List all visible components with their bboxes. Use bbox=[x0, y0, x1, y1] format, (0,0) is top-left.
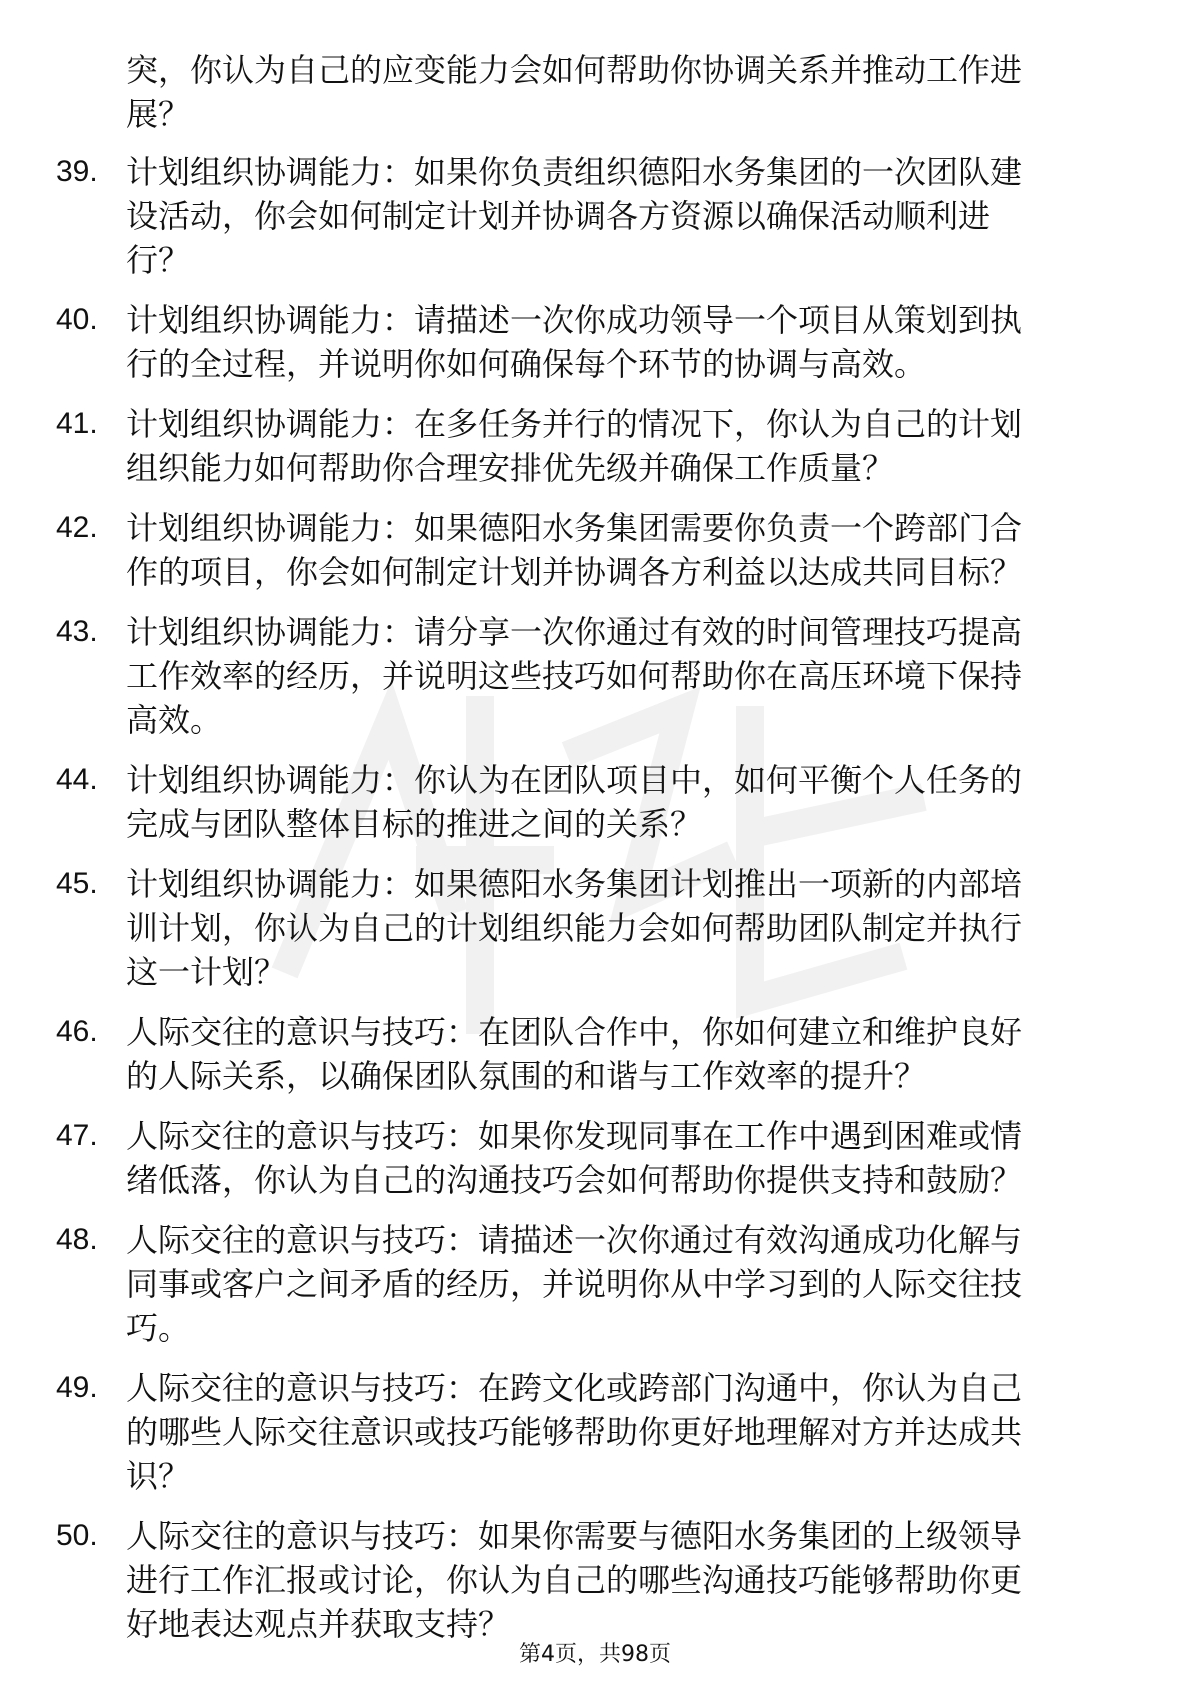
question-text: 人际交往的意识与技巧：在跨文化或跨部门沟通中，你认为自己 的哪些人际交往意识或技巧能够帮助你更好地理解对方并达成共 识？ bbox=[126, 1369, 1023, 1495]
question-text: 人际交往的意识与技巧：请描述一次你通过有效沟通成功化解与 同事或客户之间矛盾的经历，并说明你从中学习到的人际交往技 巧。 bbox=[126, 1221, 1023, 1347]
question-item bbox=[0, 402, 1190, 490]
question-number: 43. bbox=[56, 615, 98, 648]
page-number-label: 第4页，共98页 bbox=[519, 1642, 671, 1667]
question-text: 计划组织协调能力：在多任务并行的情况下，你认为自己的计划 组织能力如何帮助你合理安排优先级并确保工作质量？ bbox=[126, 405, 1023, 487]
question-number: 46. bbox=[56, 1015, 98, 1048]
question-text: 计划组织协调能力：请描述一次你成功领导一个项目从策划到执 行的全过程，并说明你如何确保每个环节的协调与高效。 bbox=[126, 301, 1023, 383]
question-number: 44. bbox=[56, 763, 98, 796]
question-item bbox=[0, 862, 1190, 994]
question-number: 42. bbox=[56, 511, 98, 544]
question-item bbox=[0, 1366, 1190, 1498]
continued-text: 突，你认为自己的应变能力会如何帮助你协调关系并推动工作进 展？ bbox=[126, 51, 1023, 133]
page-footer bbox=[0, 1640, 1190, 1670]
question-number: 40. bbox=[56, 303, 98, 336]
question-item bbox=[0, 150, 1190, 282]
question-text: 计划组织协调能力：你认为在团队项目中，如何平衡个人任务的 完成与团队整体目标的推进之间的关系？ bbox=[126, 761, 1023, 843]
question-text: 计划组织协调能力：如果德阳水务集团计划推出一项新的内部培 训计划，你认为自己的计划组织能力会如何帮助团队制定并执行 这一计划？ bbox=[126, 865, 1023, 991]
question-number: 49. bbox=[56, 1371, 98, 1404]
question-item bbox=[0, 1218, 1190, 1350]
question-text: 计划组织协调能力：如果你负责组织德阳水务集团的一次团队建 设活动，你会如何制定计划并协调各方资源以确保活动顺利进 行？ bbox=[126, 153, 1023, 279]
question-number: 50. bbox=[56, 1519, 98, 1552]
question-text: 人际交往的意识与技巧：如果你需要与德阳水务集团的上级领导 进行工作汇报或讨论，你认为自己的哪些沟通技巧能够帮助你更 好地表达观点并获取支持？ bbox=[126, 1517, 1023, 1643]
question-number: 48. bbox=[56, 1223, 98, 1256]
question-item bbox=[0, 1114, 1190, 1202]
question-item bbox=[0, 506, 1190, 594]
question-number: 47. bbox=[56, 1119, 98, 1152]
question-number: 45. bbox=[56, 867, 98, 900]
question-item bbox=[0, 610, 1190, 742]
question-number: 39. bbox=[56, 155, 98, 188]
question-text: 计划组织协调能力：请分享一次你通过有效的时间管理技巧提高 工作效率的经历，并说明这些技巧如何帮助你在高压环境下保持 高效。 bbox=[126, 613, 1023, 739]
question-item bbox=[0, 1514, 1190, 1646]
question-number: 41. bbox=[56, 407, 98, 440]
question-text: 人际交往的意识与技巧：在团队合作中，你如何建立和维护良好 的人际关系，以确保团队氛围的和谐与工作效率的提升？ bbox=[126, 1013, 1023, 1095]
question-item bbox=[0, 298, 1190, 386]
question-list bbox=[0, 150, 1190, 1662]
question-text: 人际交往的意识与技巧：如果你发现同事在工作中遇到困难或情 绪低落，你认为自己的沟通技巧会如何帮助你提供支持和鼓励？ bbox=[126, 1117, 1023, 1199]
question-item bbox=[0, 758, 1190, 846]
continued-question-text bbox=[126, 48, 1106, 136]
question-text: 计划组织协调能力：如果德阳水务集团需要你负责一个跨部门合 作的项目，你会如何制定计划并协调各方利益以达成共同目标？ bbox=[126, 509, 1023, 591]
question-item bbox=[0, 1010, 1190, 1098]
